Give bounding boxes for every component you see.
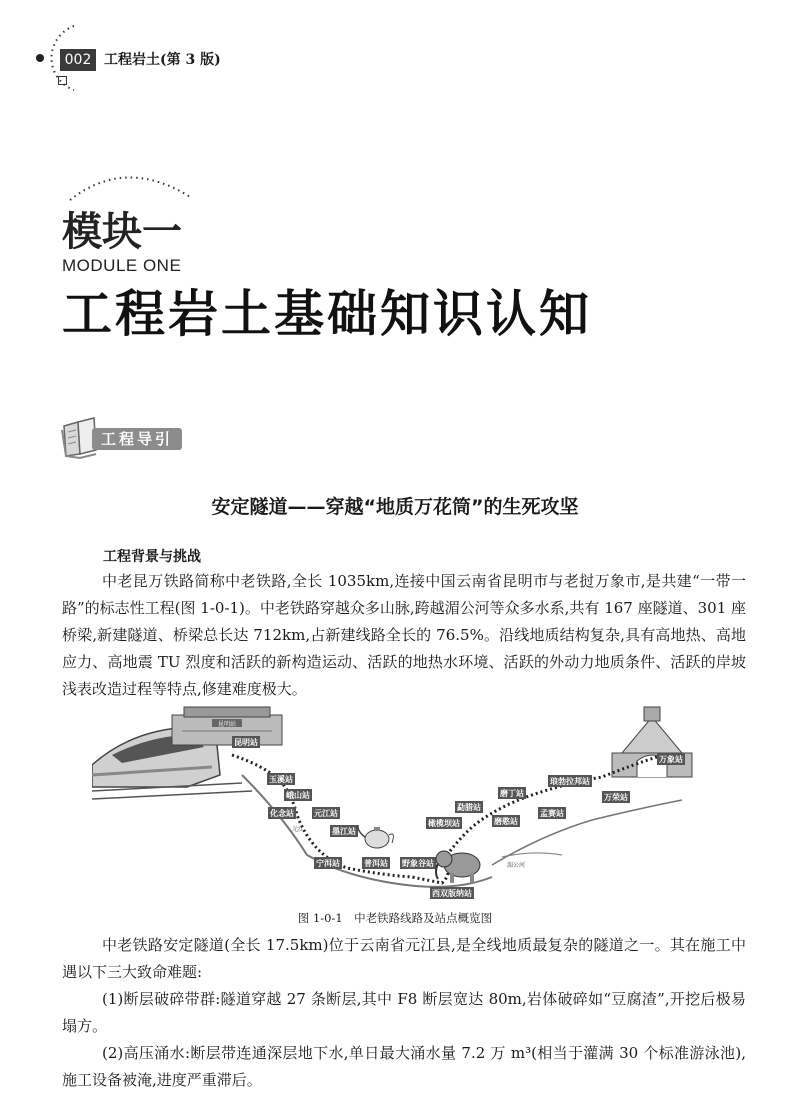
station-label: 西双版纳站 (432, 889, 472, 898)
station-label: 墨江站 (332, 827, 356, 836)
paragraph-problem-1: (1)断层破碎带群:隧道穿越 27 条断层,其中 F8 断层宽达 80m,岩体破碎如“豆腐渣”,开挖后极易塌方。 (62, 990, 746, 1035)
elephant-illustration (436, 851, 480, 883)
station-label: 万象站 (659, 755, 683, 764)
station-label: 磨憨站 (494, 817, 518, 826)
section-badge: 工程导引 (92, 428, 182, 450)
river-label: 元江 (292, 826, 305, 833)
station-label: 孟赛站 (540, 809, 564, 818)
station-label: 玉溪站 (269, 775, 293, 784)
station-label: 万荣站 (604, 793, 628, 802)
station-label: 宁洱站 (316, 859, 340, 868)
vientiane-temple (612, 707, 692, 777)
station-label: 磨丁站 (500, 789, 524, 798)
paragraph-problem-2: (2)高压涌水:断层带连通深层地下水,单日最大涌水量 7.2 万 m³(相当于灌满 30 个标准游泳池),施工设备被淹,进度严重滞后。 (62, 1044, 746, 1089)
module-label-en: MODULE ONE (62, 256, 182, 275)
chapter-title: 工程岩土基础知识认知 (62, 285, 592, 343)
station-label: 元江站 (314, 809, 338, 818)
building-sign: 昆明站 (217, 721, 237, 728)
station-label: 峨山站 (286, 791, 310, 800)
station-label: 普洱站 (364, 859, 388, 868)
station-label: 野象谷站 (402, 859, 434, 868)
railway-route-illustration (92, 705, 702, 905)
river-label: 湄公河 (507, 862, 526, 869)
figure-caption: 图 1-0-1 中老铁路线路及站点概览图 (297, 911, 493, 925)
station-label: 化念站 (270, 809, 294, 818)
station-label: 琅勃拉邦站 (550, 777, 590, 786)
station-label: 勐腊站 (457, 803, 481, 812)
station-label: 昆明站 (234, 738, 258, 747)
page-number: 002 (60, 49, 96, 71)
paragraph-background: 中老昆万铁路简称中老铁路,全长 1035km,连接中国云南省昆明市与老挝万象市,是共建“一带一路”的标志性工程(图 1-0-1)。中老铁路穿越众多山脉,跨越湄公河等众多水系,共有 167 座隧道、301 座桥梁,新建隧道、桥梁总长达 712km,占新建线路全长的 76.5%。沿线地质结构复杂,具有高地热、高地应力、高地震 TU 烈度和活跃的新构造运动、活跃的地热水环境、活跃的外动力地质条件、活跃的岸坡浅表改造过程等特点,修建难度极大。 (62, 572, 747, 698)
kunming-station-building (172, 707, 282, 745)
module-label: 模块一 (62, 209, 182, 255)
module-dotted-arc (66, 162, 196, 202)
article-title: 安定隧道——穿越“地质万花筒”的生死攻坚 (211, 496, 579, 518)
teapot-illustration (358, 825, 394, 848)
book-title: 工程岩土(第 3 版) (104, 52, 221, 68)
station-label: 橄榄坝站 (428, 819, 460, 828)
section-heading: 工程背景与挑战 (103, 549, 201, 565)
header-square (58, 76, 67, 85)
paragraph-tunnel: 中老铁路安定隧道(全长 17.5km)位于云南省元江县,是全线地质最复杂的隧道之一。其在施工中遇以下三大致命难题: (62, 936, 746, 981)
